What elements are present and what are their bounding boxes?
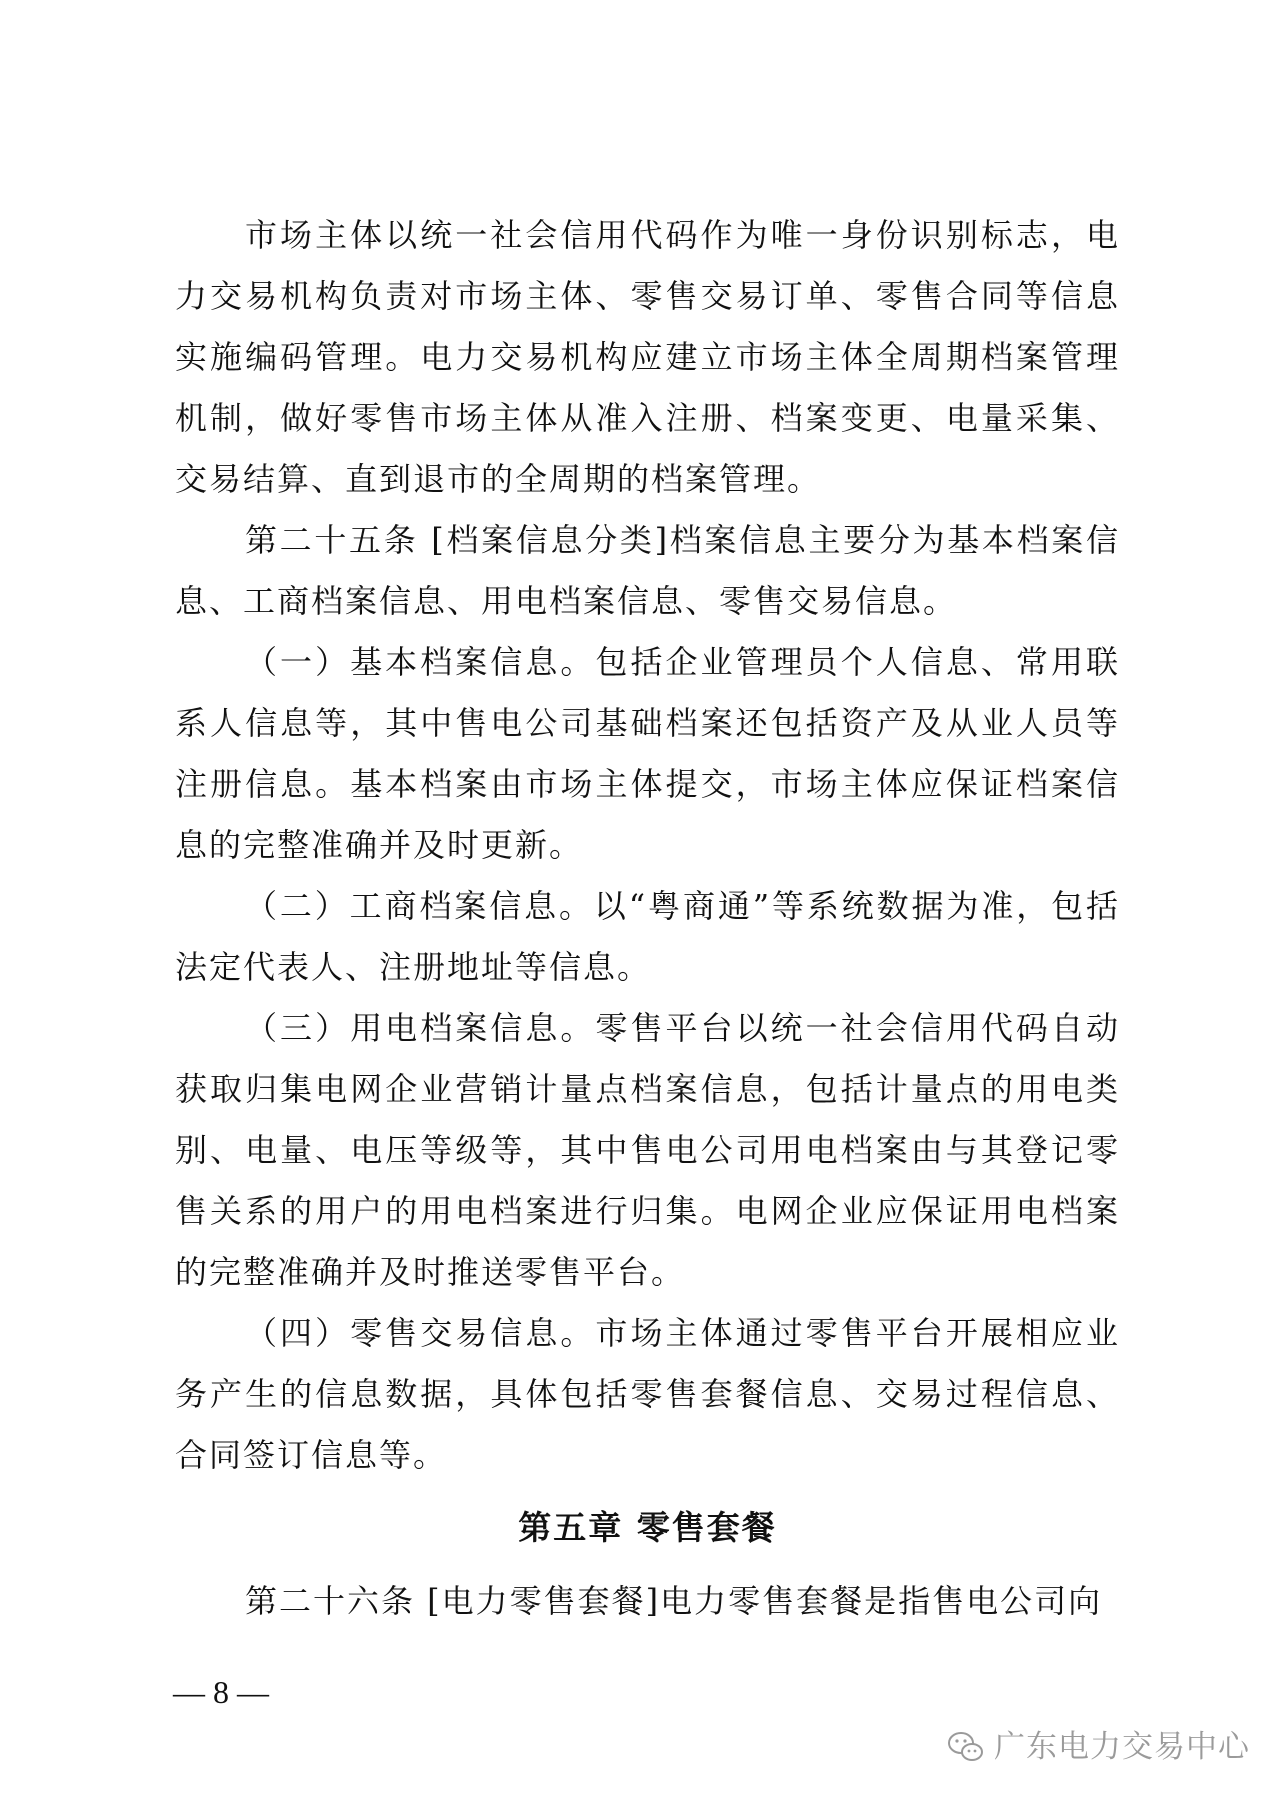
paragraph-article-26: 第二十六条 [电力零售套餐]电力零售套餐是指售电公司向 xyxy=(245,1582,1103,1620)
watermark xyxy=(946,1727,1250,1767)
document-body xyxy=(175,205,1120,1632)
watermark-text: 广东电力交易中心 xyxy=(994,1729,1250,1765)
paragraph-article-25: 第二十五条 [档案信息分类]档案信息主要分为基本档案信息、工商档案信息、用电档案信息、零售交易信息。 xyxy=(175,521,1120,620)
wechat-icon xyxy=(946,1729,986,1765)
page-number: — 8 — xyxy=(173,1674,269,1710)
chapter-heading: 第五章 零售套餐 xyxy=(518,1508,777,1547)
paragraph-item-3: （三）用电档案信息。零售平台以统一社会信用代码自动获取归集电网企业营销计量点档案信息，包括计量点的用电类别、电量、电压等级等，其中售电公司用电档案由与其登记零售关系的用户的用电档案进行归集。电网企业应保证用电档案的完整准确并及时推送零售平台。 xyxy=(175,1009,1120,1291)
paragraph-item-2: （二）工商档案信息。以“粤商通”等系统数据为准，包括法定代表人、注册地址等信息。 xyxy=(175,887,1120,986)
paragraph-item-4: （四）零售交易信息。市场主体通过零售平台开展相应业务产生的信息数据，具体包括零售套餐信息、交易过程信息、合同签订信息等。 xyxy=(175,1314,1120,1474)
paragraph-1: 市场主体以统一社会信用代码作为唯一身份识别标志，电力交易机构负责对市场主体、零售交易订单、零售合同等信息实施编码管理。电力交易机构应建立市场主体全周期档案管理机制，做好零售市场主体从准入注册、档案变更、电量采集、交易结算、直到退市的全周期的档案管理。 xyxy=(175,216,1120,498)
paragraph-item-1: （一）基本档案信息。包括企业管理员个人信息、常用联系人信息等，其中售电公司基础档案还包括资产及从业人员等注册信息。基本档案由市场主体提交，市场主体应保证档案信息的完整准确并及时更新。 xyxy=(175,643,1120,864)
